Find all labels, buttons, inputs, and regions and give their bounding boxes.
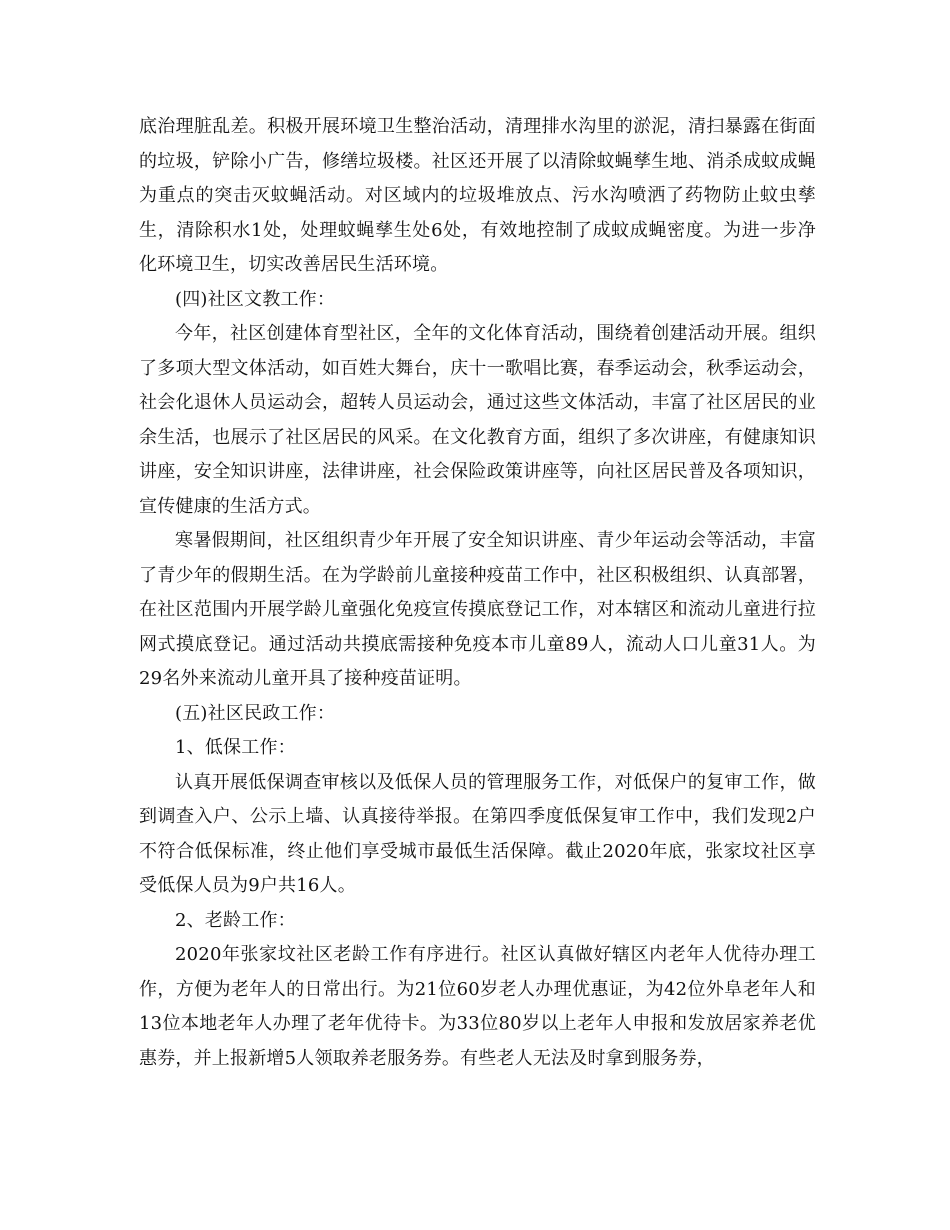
document-body xyxy=(139,110,816,1076)
paragraph-youth-vaccination: 寒暑假期间，社区组织青少年开展了安全知识讲座、青少年运动会等活动，丰富了青少年的假期生活。在为学龄前儿童接种疫苗工作中，社区积极组织、认真部署，在社区范围内开展学龄儿童强化免疫宣传摸底登记工作，对本辖区和流动儿童进行拉网式摸底登记。通过活动共摸底需接种免疫本市儿童89人，流动人口儿童31人。为29名外来流动儿童开具了接种疫苗证明。 xyxy=(139,530,816,689)
subheading-minimum-living-security: 1、低保工作： xyxy=(175,737,296,758)
section-heading-culture-education: (四)社区文教工作： xyxy=(175,288,336,310)
section-heading-civil-affairs: (五)社区民政工作： xyxy=(175,702,336,724)
subheading-elderly-work: 2、老龄工作： xyxy=(175,909,296,931)
paragraph-environment-continued: 底治理脏乱差。积极开展环境卫生整治活动，清理排水沟里的淤泥，清扫暴露在街面的垃圾，铲除小广告，修缮垃圾楼。社区还开展了以清除蚊蝇孳生地、消杀成蚊成蝇为重点的突击灭蚊蝇活动。对区域内的垃圾堆放点、污水沟喷洒了药物防止蚊虫孳生，清除积水1处，处理蚊蝇孳生处6处，有效地控制了成蚊成蝇密度。为进一步净化环境卫生，切实改善居民生活环境。 xyxy=(139,116,816,275)
paragraph-culture-sports: 今年，社区创建体育型社区，全年的文化体育活动，围绕着创建活动开展。组织了多项大型文体活动，如百姓大舞台，庆十一歌唱比赛，春季运动会，秋季运动会，社会化退休人员运动会，超转人员运动会，通过这些文体活动，丰富了社区居民的业余生活，也展示了社区居民的风采。在文化教育方面，组织了多次讲座，有健康知识讲座，安全知识讲座，法律讲座，社会保险政策讲座等，向社区居民普及各项知识，宣传健康的生活方式。 xyxy=(139,323,816,517)
paragraph-minimum-living-security: 认真开展低保调查审核以及低保人员的管理服务工作，对低保户的复审工作，做到调查入户、公示上墙、认真接待举报。在第四季度低保复审工作中，我们发现2户不符合低保标准，终止他们享受城市最低生活保障。截止2020年底，张家坟社区享受低保人员为9户共16人。 xyxy=(139,771,816,896)
paragraph-elderly-work: 2020年张家坟社区老龄工作有序进行。社区认真做好辖区内老年人优待办理工作，方便为老年人的日常出行。为21位60岁老人办理优惠证，为42位外阜老年人和13位本地老年人办理了老年优待卡。为33位80岁以上老年人申报和发放居家养老优惠券，并上报新增5人领取养老服务券。有些老人无法及时拿到服务券， xyxy=(139,944,816,1069)
